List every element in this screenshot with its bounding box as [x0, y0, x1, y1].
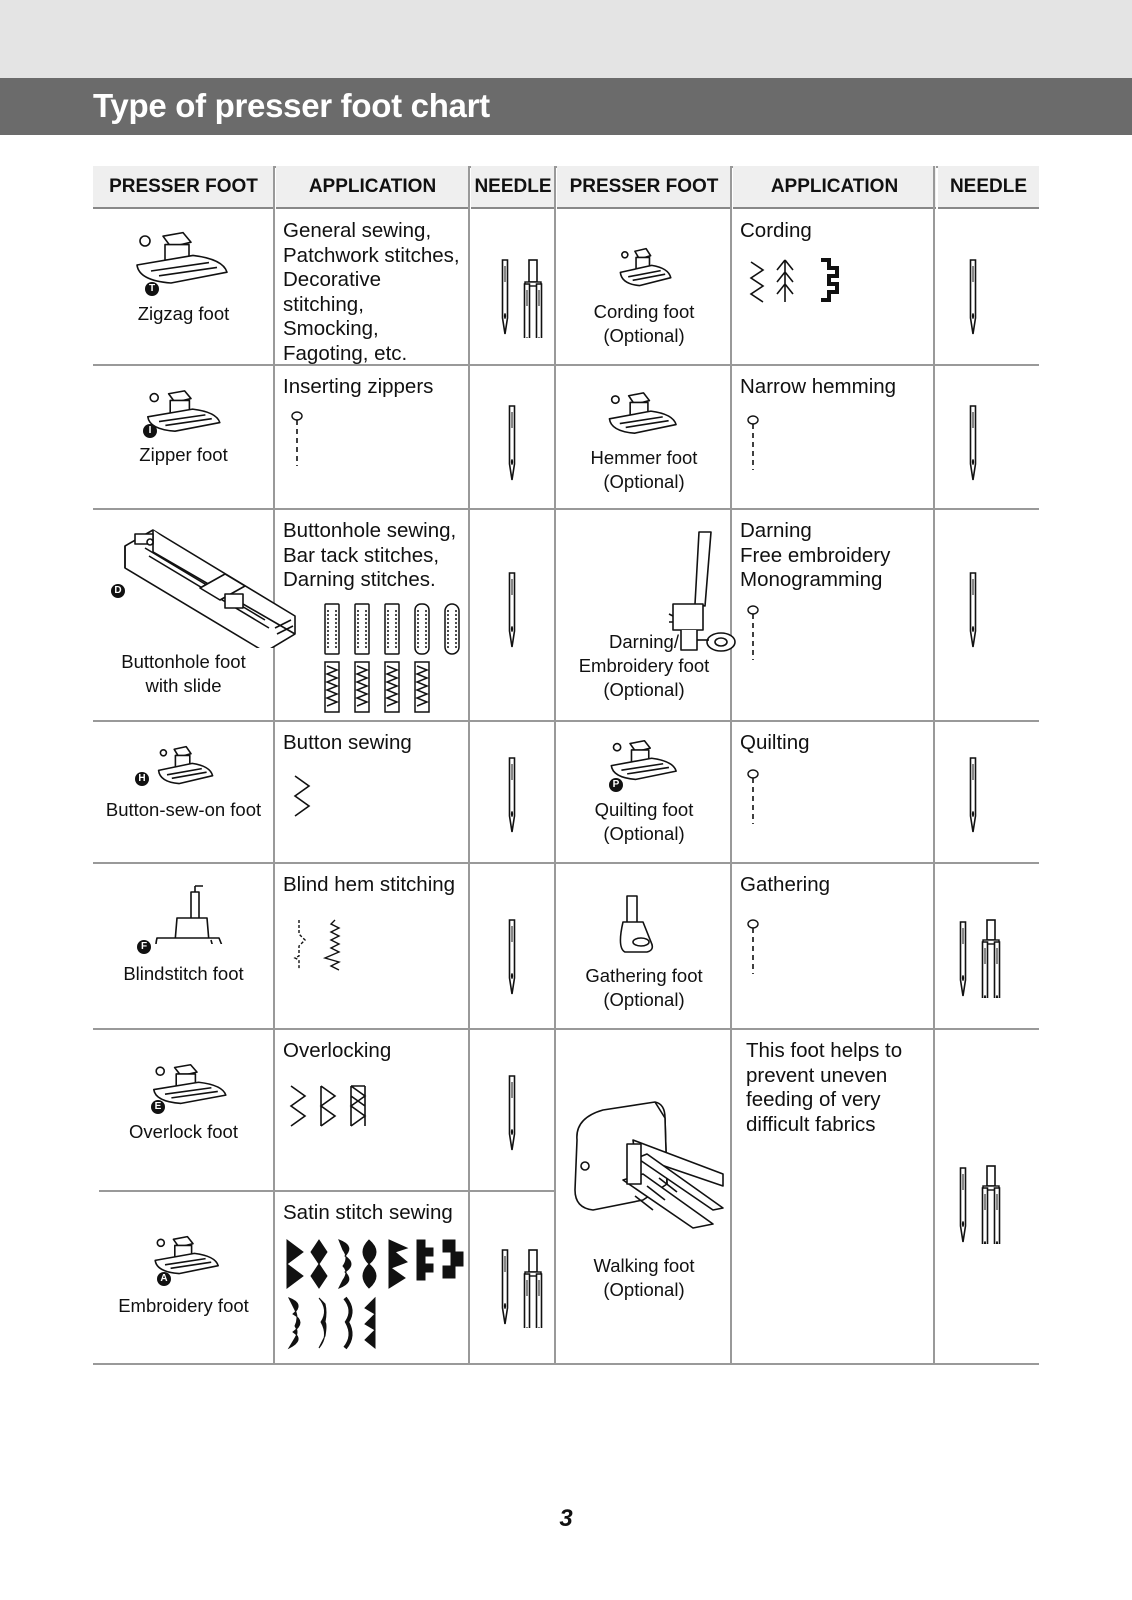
- application-text-line: Fagoting, etc.: [283, 341, 408, 365]
- application-text: [283, 375, 433, 400]
- application-text-line: Patchwork stitches,: [283, 243, 460, 267]
- application-text-line: Narrow hemming: [740, 375, 897, 398]
- needle-icon: [963, 756, 983, 836]
- stitch-pattern-icon: [291, 918, 345, 974]
- presser-foot-name: [93, 302, 274, 326]
- presser-foot-icon: [155, 744, 215, 788]
- application-text-line: Quilting: [740, 731, 810, 754]
- needle-icon: [502, 404, 522, 484]
- application-text: [746, 1039, 902, 1137]
- foot-letter-badge: T: [145, 282, 159, 296]
- needle-icon: [963, 404, 983, 484]
- page-title: Type of presser foot chart: [93, 87, 490, 124]
- foot-letter-badge: A: [157, 1272, 171, 1286]
- header-needle-left: NEEDLE: [471, 166, 555, 209]
- presser-foot-icon: [611, 892, 663, 958]
- stitch-pattern-icon: [745, 414, 765, 472]
- application-text: [740, 519, 890, 593]
- needle-icon: [951, 918, 1011, 998]
- top-band: [0, 0, 1132, 78]
- presser-foot-name: [93, 1120, 274, 1144]
- application-text-line: stitching,: [283, 292, 364, 316]
- application-text: [283, 1039, 391, 1064]
- stitch-pattern-icon: [745, 604, 765, 662]
- application-text-line: Darning: [740, 519, 812, 542]
- header-application-left: APPLICATION: [276, 166, 469, 209]
- presser-foot-icon: [563, 1100, 727, 1242]
- application-text-line: Cording: [740, 219, 812, 242]
- column-rule: [468, 166, 470, 1364]
- presser-foot-name-line: (Optional): [603, 1279, 685, 1300]
- presser-foot-name-line: Gathering foot: [585, 965, 703, 986]
- column-rule: [273, 166, 275, 1364]
- foot-letter-badge: E: [151, 1100, 165, 1114]
- header-needle-right: NEEDLE: [938, 166, 1039, 209]
- presser-foot-name-line: Cording foot: [593, 301, 695, 322]
- application-text-line: Monogramming: [740, 568, 883, 591]
- row-rule-right: [555, 720, 1039, 722]
- needle-icon: [502, 571, 522, 651]
- row-rule-right: [555, 1363, 1039, 1365]
- application-text-line: difficult fabrics: [746, 1112, 876, 1136]
- application-text: [283, 519, 456, 593]
- presser-foot-name-line: Overlock foot: [129, 1121, 238, 1142]
- presser-foot-name: [93, 798, 274, 822]
- row-rule-right: [555, 862, 1039, 864]
- presser-foot-chart: [93, 166, 1039, 1396]
- needle-icon: [502, 1074, 522, 1154]
- header-application-right: APPLICATION: [733, 166, 936, 209]
- presser-foot-name-line: Button-sew-on foot: [105, 799, 262, 820]
- presser-foot-name: [557, 300, 731, 348]
- application-text-line: Buttonhole sewing,: [283, 519, 457, 542]
- application-text: [740, 375, 896, 400]
- application-text: [740, 873, 830, 898]
- foot-letter-badge: F: [137, 940, 151, 954]
- application-text-line: Button sewing: [283, 731, 412, 754]
- foot-letter-badge: I: [143, 424, 157, 438]
- foot-letter-badge: P: [609, 778, 623, 792]
- presser-foot-name-line: (Optional): [603, 989, 685, 1010]
- row-rule-left: [93, 1028, 555, 1030]
- application-text: [740, 219, 812, 244]
- page-number: 3: [559, 1505, 573, 1532]
- stitch-pattern-icon: [749, 258, 845, 308]
- presser-foot-name-line: Buttonhole foot: [121, 651, 246, 672]
- stitch-pattern-icon: [285, 1238, 469, 1352]
- row-rule-left: [99, 1190, 555, 1192]
- stitch-pattern-icon: [321, 602, 467, 714]
- application-text-line: General sewing,: [283, 219, 432, 242]
- row-rule-right: [555, 364, 1039, 366]
- presser-foot-name-line: Zigzag foot: [137, 303, 230, 324]
- row-rule-right: [555, 1028, 1039, 1030]
- presser-foot-name: [557, 964, 731, 1012]
- presser-foot-name-line: Darning/: [609, 631, 679, 652]
- column-rule: [933, 166, 935, 1364]
- foot-letter-badge: H: [135, 772, 149, 786]
- presser-foot-icon: [607, 738, 679, 784]
- application-text-line: Free embroidery: [740, 543, 891, 567]
- presser-foot-name-line: Quilting foot: [594, 799, 694, 820]
- needle-icon: [951, 1164, 1011, 1244]
- presser-foot-icon: [105, 516, 297, 648]
- presser-foot-name-line: Walking foot: [593, 1255, 695, 1276]
- application-text-line: Smocking,: [283, 317, 379, 340]
- application-text-line: Darning stitches.: [283, 568, 436, 591]
- column-rule: [554, 166, 556, 1364]
- application-text-line: Bar tack stitches,: [283, 543, 440, 567]
- application-text-line: Satin stitch sewing: [283, 1201, 453, 1224]
- application-text-line: Inserting zippers: [283, 375, 434, 398]
- presser-foot-name-line: Hemmer foot: [590, 447, 698, 468]
- row-rule-left: [93, 1363, 555, 1365]
- presser-foot-icon: [151, 882, 223, 944]
- needle-icon: [502, 918, 522, 998]
- application-text-line: prevent uneven: [746, 1063, 888, 1087]
- stitch-pattern-icon: [745, 918, 765, 976]
- presser-foot-name: [557, 446, 731, 494]
- presser-foot-name-line: (Optional): [603, 471, 685, 492]
- presser-foot-name-line: (Optional): [603, 823, 685, 844]
- presser-foot-name-line: Zipper foot: [139, 444, 228, 465]
- presser-foot-name-line: Embroidery foot: [118, 1295, 249, 1316]
- presser-foot-icon: [617, 246, 673, 290]
- stitch-pattern-icon: [745, 768, 765, 826]
- application-text-line: This foot helps to: [746, 1039, 903, 1062]
- title-bar: [0, 78, 1132, 135]
- stitch-pattern-icon: [289, 410, 309, 468]
- presser-foot-name: [93, 962, 274, 986]
- needle-icon: [963, 571, 983, 651]
- needle-icon: [502, 756, 522, 836]
- row-rule-right: [555, 508, 1039, 510]
- presser-foot-name-line: with slide: [145, 675, 222, 696]
- needle-icon: [491, 258, 551, 338]
- presser-foot-icon: [131, 229, 231, 289]
- application-text-line: feeding of very: [746, 1088, 881, 1111]
- header-presser-foot-right: PRESSER FOOT: [557, 166, 731, 209]
- application-text-line: Blind hem stitching: [283, 873, 456, 896]
- application-text: [283, 219, 460, 366]
- presser-foot-name-line: Embroidery foot: [578, 655, 710, 676]
- stitch-pattern-icon: [293, 774, 315, 824]
- presser-foot-name-line: Blindstitch foot: [123, 963, 244, 984]
- presser-foot-name: [557, 630, 731, 702]
- application-text: [283, 1201, 453, 1226]
- application-text: [283, 731, 412, 756]
- row-rule-left: [93, 508, 555, 510]
- row-rule-left: [93, 862, 555, 864]
- presser-foot-name-line: (Optional): [603, 679, 685, 700]
- needle-icon: [491, 1248, 551, 1328]
- presser-foot-name: [557, 798, 731, 846]
- presser-foot-icon: [605, 390, 679, 438]
- presser-foot-name: [93, 650, 274, 698]
- application-text-line: Overlocking: [283, 1039, 392, 1062]
- needle-icon: [963, 258, 983, 338]
- application-text: [740, 731, 810, 756]
- application-text: [283, 873, 455, 898]
- application-text-line: Decorative: [283, 268, 381, 291]
- row-rule-left: [93, 720, 555, 722]
- stitch-pattern-icon: [289, 1084, 373, 1134]
- presser-foot-name: [93, 443, 274, 467]
- application-text-line: Gathering: [740, 873, 831, 896]
- presser-foot-name: [93, 1294, 274, 1318]
- header-presser-foot-left: PRESSER FOOT: [93, 166, 274, 209]
- presser-foot-name: [557, 1254, 731, 1302]
- foot-letter-badge: D: [111, 584, 125, 598]
- presser-foot-name-line: (Optional): [603, 325, 685, 346]
